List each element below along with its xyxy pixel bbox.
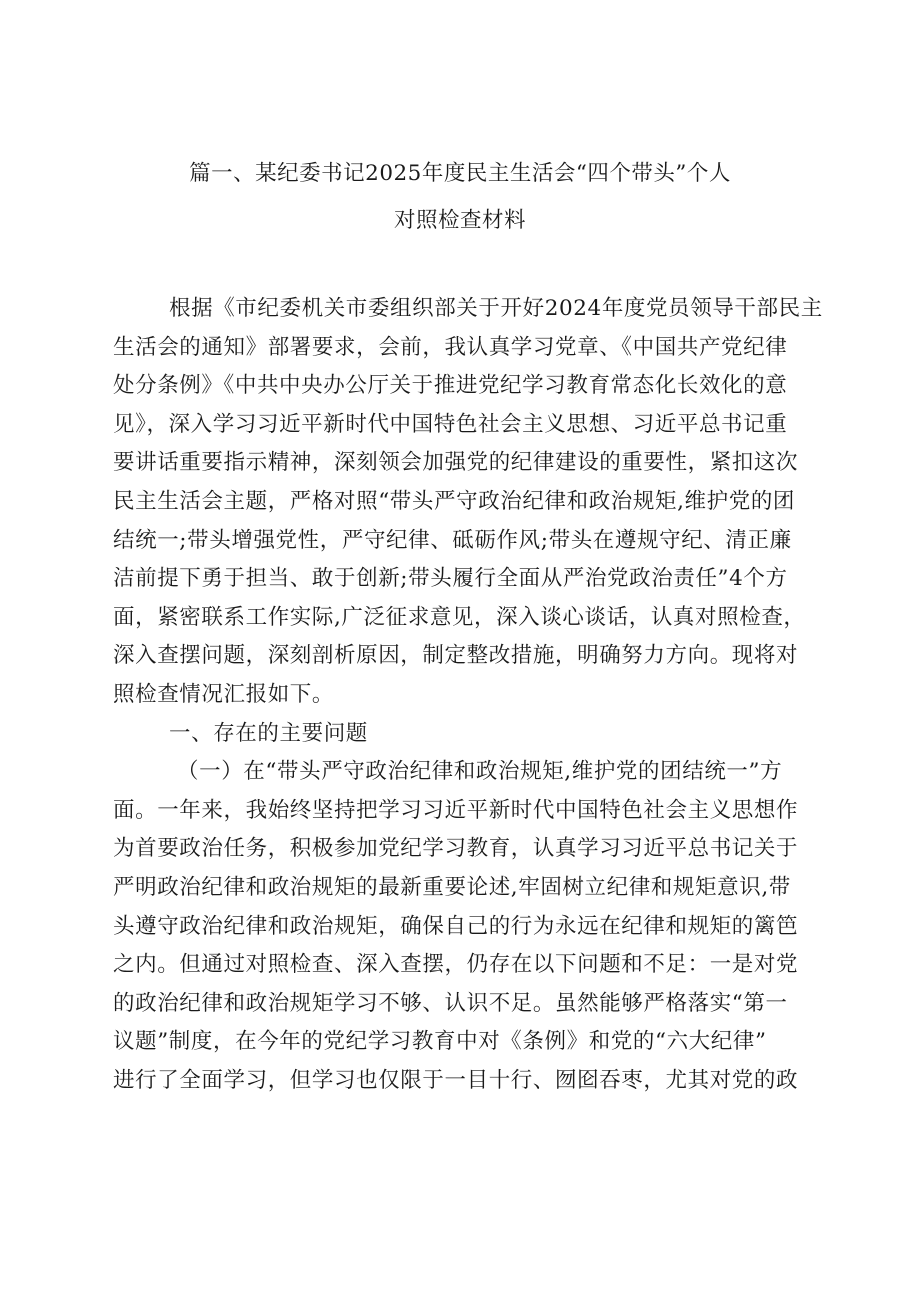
intro-line: 民主生活会主题，严格对照“带头严守政治纪律和政治规矩,维护党的团 (113, 488, 796, 514)
intro-line: 处分条例》《中共中央办公厅关于推进党纪学习教育常态化长效化的意 (113, 373, 788, 399)
intro-line: 结统一;带头增强党性，严守纪律、砥砺作风;带头在遵规守纪、清正廉 (113, 527, 792, 553)
subsection-line: 议题”制度，在今年的党纪学习教育中对《条例》和党的“六大纪律” (113, 1029, 767, 1055)
intro-line: 见》，深入学习习近平新时代中国特色社会主义思想、习近平总书记重 (113, 411, 788, 437)
intro-line: 照检查情况汇报如下。 (113, 681, 335, 707)
intro-line: 根据《市纪委机关市委组织部关于开好2024年度党员领导干部民主 (169, 296, 823, 321)
intro-line: 生活会的通知》部署要求，会前，我认真学习党章、《中国共产党纪律 (113, 334, 788, 360)
document-body (113, 290, 833, 1100)
subsection-line: 为首要政治任务，积极参加党纪学习教育，认真学习习近平总书记关于 (113, 836, 799, 862)
section-heading: 一、存在的主要问题 (169, 720, 368, 746)
intro-line: 要讲话重要指示精神，深刻领会加强党的纪律建设的重要性，紧扣这次 (113, 450, 799, 476)
intro-line: 洁前提下勇于担当、敢于创新;带头履行全面从严治党政治责任”4个方 (113, 566, 788, 592)
subsection-line: 进行了全面学习，但学习也仅限于一目十行、囫囵吞枣，尤其对党的政 (113, 1067, 799, 1093)
intro-line: 面，紧密联系工作实际,广泛征求意见，深入谈心谈话，认真对照检查， (113, 604, 806, 630)
title-line-2: 对照检查材料 (393, 208, 526, 233)
subsection-line: 严明政治纪律和政治规矩的最新重要论述,牢固树立纪律和规矩意识,带 (113, 874, 791, 900)
subsection-line: 的政治纪律和政治规矩学习不够、认识不足。虽然能够严格落实“第一 (113, 990, 788, 1016)
subsection-line: 之内。但通过对照检查、深入查摆，仍存在以下问题和不足：一是对党 (113, 952, 799, 978)
subsection-line: （一）在“带头严守政治纪律和政治规矩,维护党的团结统一”方 (177, 759, 783, 785)
subsection-line: 面。一年来，我始终坚持把学习习近平新时代中国特色社会主义思想作 (113, 797, 799, 823)
subsection-line: 头遵守政治纪律和政治规矩，确保自己的行为永远在纪律和规矩的篱笆 (113, 913, 799, 939)
title-line-1: 篇一、某纪委书记2025年度民主生活会“四个带头”个人 (189, 161, 731, 186)
intro-line: 深入查摆问题，深刻剖析原因，制定整改措施，明确努力方向。现将对 (113, 643, 799, 669)
document-title (0, 150, 920, 244)
